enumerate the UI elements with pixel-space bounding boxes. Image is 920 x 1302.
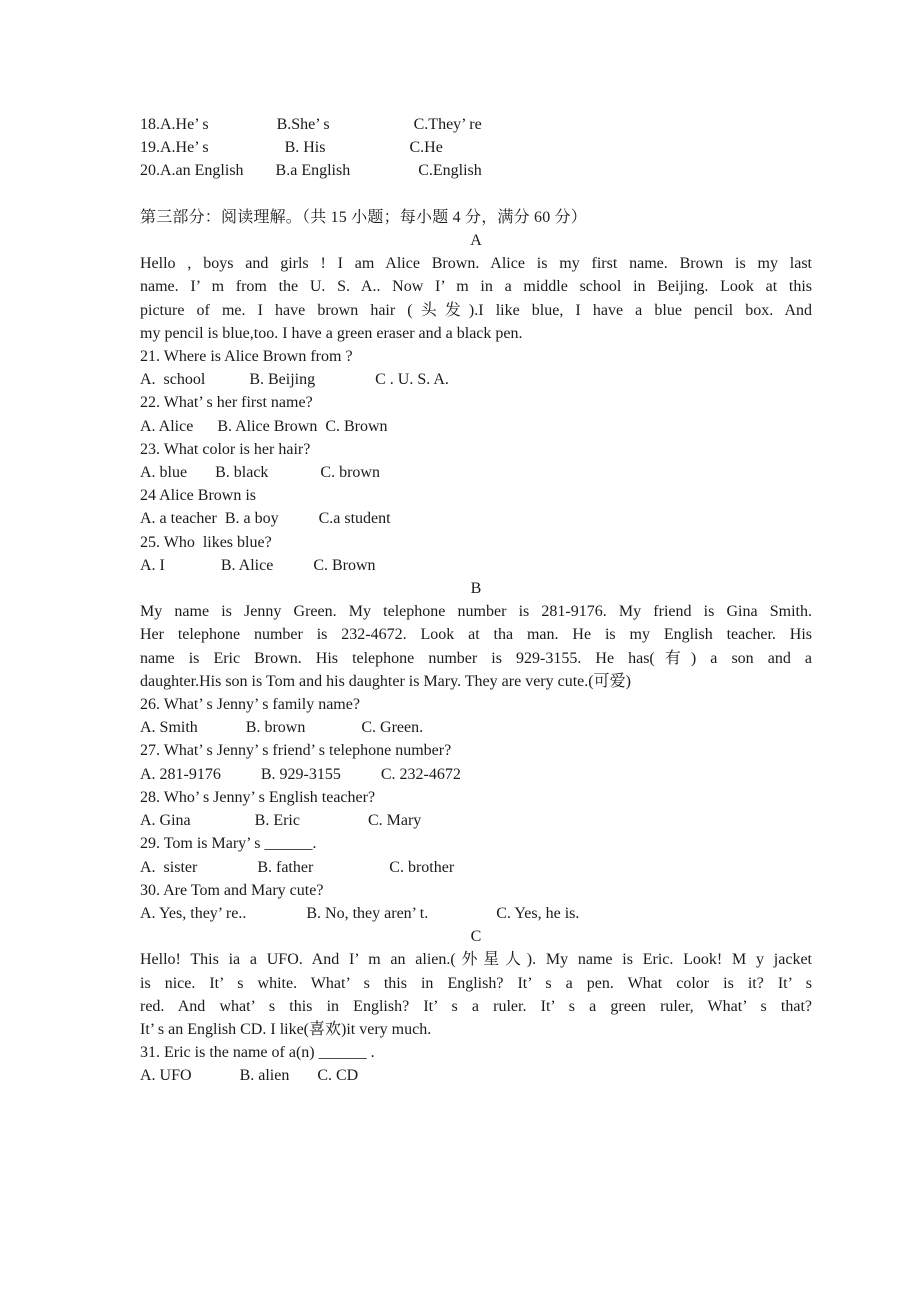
options-line: 20.A.an English B.a English C.English — [140, 162, 482, 180]
section-letter-line: B — [470, 580, 482, 598]
passage-line: red. And what’ s this in English? It’ s a ruler. It’ s a green ruler, What’ s that? — [140, 997, 812, 1015]
options-line: A. blue B. black C. brown — [140, 464, 380, 482]
passage-line: Hello , boys and girls ! I am Alice Brown. Alice is my first name. Brown is my last — [140, 255, 812, 273]
passage-line: My name is Jenny Green. My telephone number is 281-9176. My friend is Gina Smith. — [140, 603, 812, 621]
question-line: 24 Alice Brown is — [140, 487, 256, 505]
question-line: 22. What’ s her first name? — [140, 394, 313, 412]
options-line: A. I B. Alice C. Brown — [140, 556, 376, 574]
passage-line: It’ s an English CD. I like(喜欢)it very much. — [140, 1020, 432, 1038]
options-line: A. Alice B. Alice Brown C. Brown — [140, 417, 388, 435]
question-line: 23. What color is her hair? — [140, 440, 311, 458]
options-line: A. UFO B. alien C. CD — [140, 1067, 359, 1085]
options-line: A. school B. Beijing C . U. S. A. — [140, 371, 449, 389]
question-line: 28. Who’ s Jenny’ s English teacher? — [140, 788, 376, 806]
options-line: 19.A.He’ s B. His C.He — [140, 139, 443, 157]
passage-line: my pencil is blue,too. I have a green eraser and a black pen. — [140, 324, 523, 342]
options-line: A. 281-9176 B. 929-3155 C. 232-4672 — [140, 765, 461, 783]
passage-line: Hello! This ia a UFO. And I’ m an alien.(外星人). My name is Eric. Look! M y jacket — [140, 951, 812, 969]
question-line: 31. Eric is the name of a(n) ______ . — [140, 1044, 375, 1062]
passage-line: is nice. It’ s white. What’ s this in English? It’ s a pen. What color is it? It’ s — [140, 974, 812, 992]
options-line: A. a teacher B. a boy C.a student — [140, 510, 391, 528]
section-letter-line: C — [470, 928, 482, 946]
passage-line: picture of me. I have brown hair (头发).I like blue, I have a blue pencil box. And — [140, 301, 812, 319]
document-content — [140, 113, 812, 1088]
section-header-line: 第三部分：阅读理解。（共 15 小题；每小题 4 分，满分 60 分） — [140, 208, 588, 226]
options-line: 18.A.He’ s B.She’ s C.They’ re — [140, 116, 482, 133]
blank-line — [140, 183, 812, 206]
passage-line: name. I’ m from the U. S. A.. Now I’ m in a middle school in Beijing. Look at this — [140, 278, 812, 296]
question-line: 21. Where is Alice Brown from ? — [140, 348, 353, 366]
question-line: 30. Are Tom and Mary cute? — [140, 881, 324, 899]
options-line: A. Yes, they’ re.. B. No, they aren’ t. C. Yes, he is. — [140, 904, 580, 922]
section-letter-line: A — [470, 232, 482, 250]
passage-line: name is Eric Brown. His telephone number is 929-3155. He has(有) a son and a — [140, 649, 812, 667]
options-line: A. Gina B. Eric C. Mary — [140, 812, 422, 830]
question-line: 29. Tom is Mary’ s ______. — [140, 835, 317, 853]
options-line: A. sister B. father C. brother — [140, 858, 455, 876]
options-line: A. Smith B. brown C. Green. — [140, 719, 424, 737]
passage-line: Her telephone number is 232-4672. Look at tha man. He is my English teacher. His — [140, 626, 812, 644]
question-line: 26. What’ s Jenny’ s family name? — [140, 696, 360, 714]
question-line: 25. Who likes blue? — [140, 533, 272, 551]
passage-line: daughter.His son is Tom and his daughter is Mary. They are very cute.(可爱) — [140, 672, 631, 690]
question-line: 27. What’ s Jenny’ s friend’ s telephone number? — [140, 742, 452, 760]
